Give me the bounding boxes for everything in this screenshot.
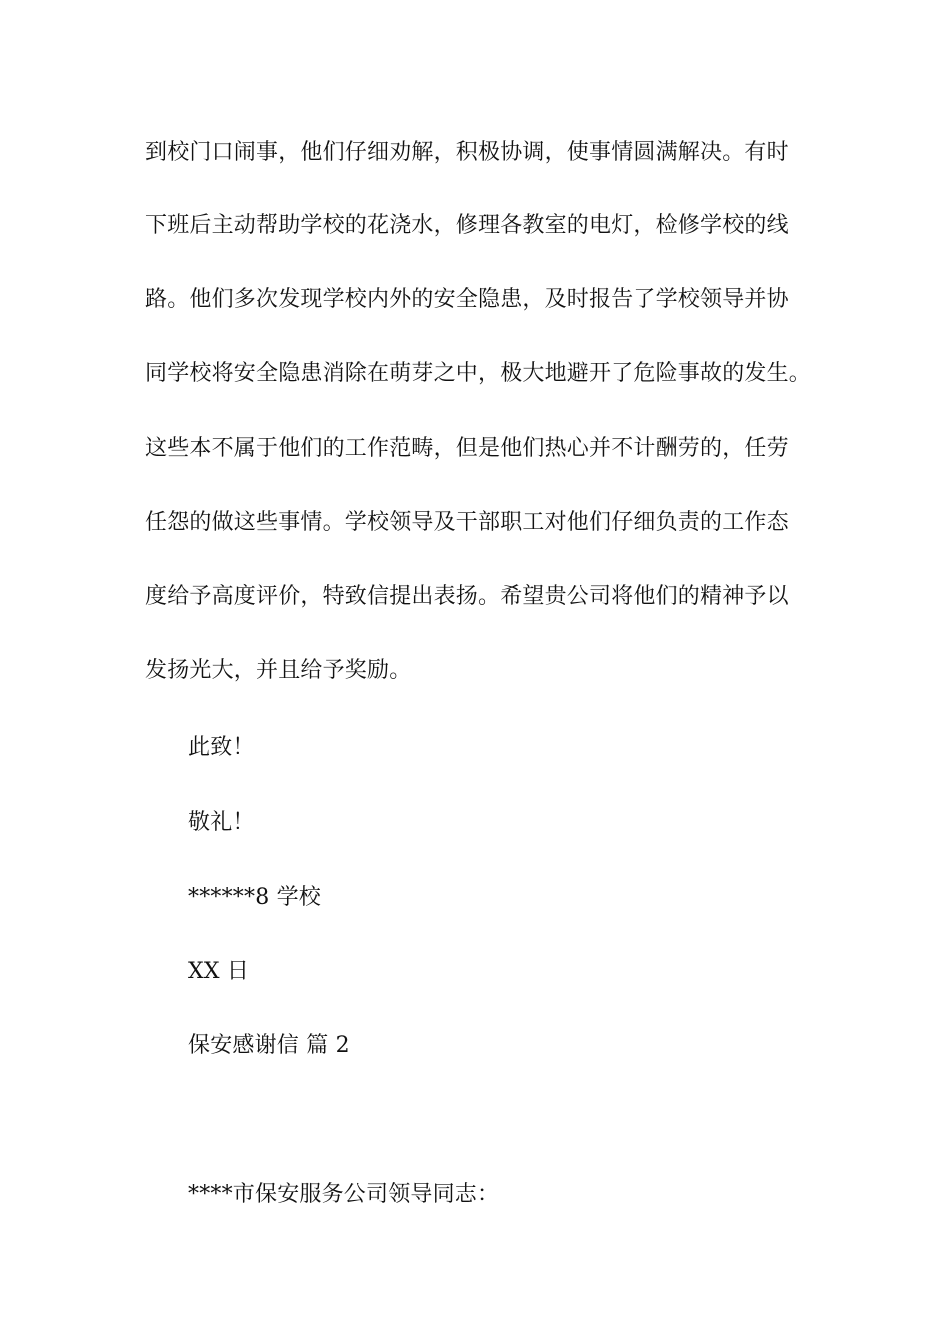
paragraph-line: 发扬光大，并且给予奖励。 — [145, 658, 412, 683]
paragraph-line: 到校门口闹事，他们仔细劝解，积极协调，使事情圆满解决。有时 — [145, 140, 789, 165]
salute-text: 敬礼！ — [188, 810, 255, 835]
letter-salutation: ****市保安服务公司领导同志： — [188, 1182, 500, 1207]
paragraph-line: 这些本不属于他们的工作范畴，但是他们热心并不计酬劳的，任劳 — [145, 436, 789, 461]
date-text: XX 日 — [188, 959, 250, 984]
paragraph-line: 下班后主动帮助学校的花浇水，修理各教室的电灯，检修学校的线 — [145, 213, 789, 238]
paragraph-line: 路。他们多次发现学校内外的安全隐患，及时报告了学校领导并协 — [145, 287, 789, 312]
closing-text: 此致！ — [188, 735, 255, 760]
paragraph-line: 度给予高度评价，特致信提出表扬。希望贵公司将他们的精神予以 — [145, 584, 789, 609]
section-title: 保安感谢信 篇 2 — [188, 1033, 350, 1058]
signature-text: ******8 学校 — [188, 885, 321, 910]
paragraph-line: 同学校将安全隐患消除在萌芽之中，极大地避开了危险事故的发生。 — [145, 361, 812, 386]
paragraph-line: 任怨的做这些事情。学校领导及干部职工对他们仔细负责的工作态 — [145, 510, 789, 535]
